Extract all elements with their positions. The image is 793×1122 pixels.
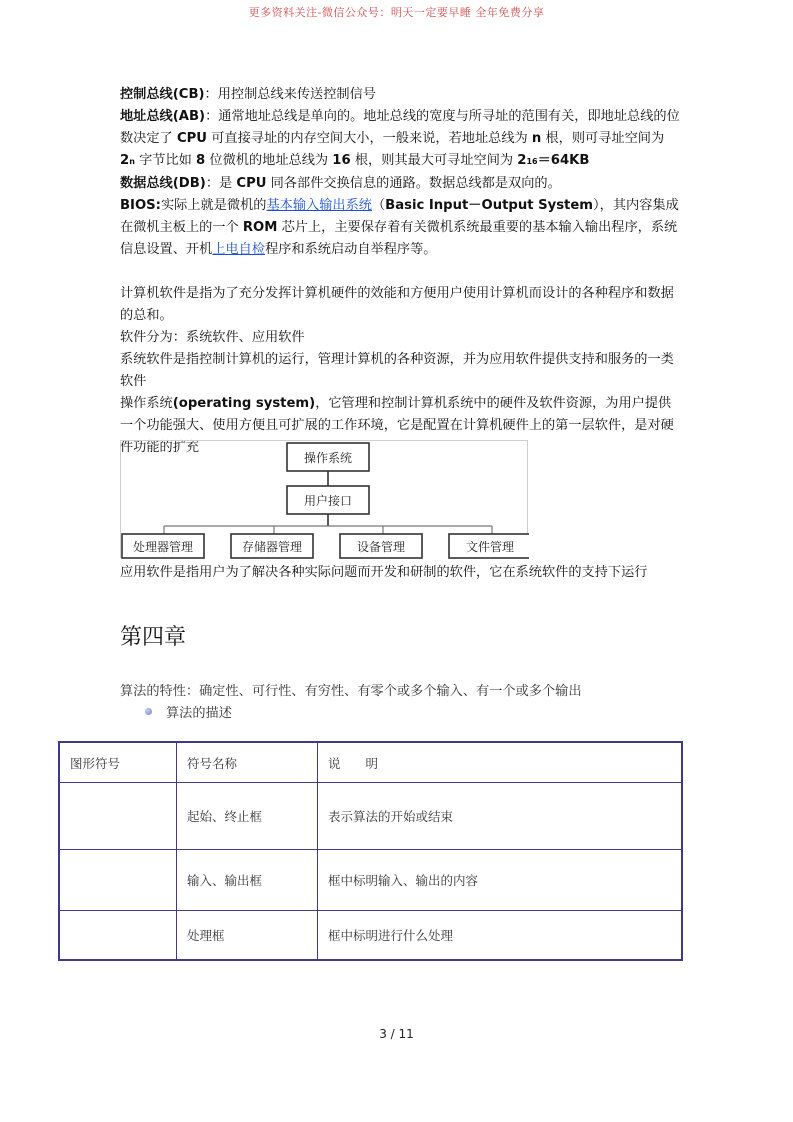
address-bus-text: 根，则其最大可寻址空间为 [350, 153, 518, 168]
bullet-icon [145, 708, 152, 715]
control-bus-paragraph [120, 84, 680, 106]
bios-english: Basic Input－Output System [385, 198, 594, 213]
bios-text: 实际上就是微机的 [160, 198, 267, 213]
bullet-label: 算法的描述 [166, 706, 232, 721]
paren: （ [371, 198, 386, 213]
bios-paragraph [120, 195, 680, 261]
power-exponent: 16 [526, 157, 538, 166]
control-bus-label: 控制总线(CB) [120, 87, 205, 102]
bios-text: 芯片上，主要保存着有关微机系统最重要的基本输入输出程序，系统信息设置、开机 [120, 220, 678, 257]
application-software-paragraph: 应用软件是指用户为了解决各种实际问题而开发和研制的软件，它在系统软件的支持下运行 [120, 565, 648, 580]
address-bus-text: 位微机的地址总线为 [205, 153, 333, 168]
table-row [59, 850, 682, 911]
diagram-label-child: 存储器管理 [241, 540, 303, 554]
capacity-value: ＝64KB [537, 153, 590, 168]
diagram-label-child: 设备管理 [356, 540, 406, 554]
system-software-definition: 系统软件是指控制计算机的运行，管理计算机的各种资源，并为应用软件提供支持和服务的一类软件 [120, 352, 674, 389]
description-cell: 框中标明进行什么处理 [318, 911, 683, 961]
bios-label: BIOS: [120, 198, 161, 213]
post-link[interactable]: 上电自检 [212, 242, 266, 257]
diagram-label-root: 操作系统 [303, 451, 353, 465]
power-base: 2 [120, 153, 130, 168]
algorithm-properties: 算法的特性：确定性、可行性、有穷性、有零个或多个输入、有一个或多个输出 [120, 684, 582, 699]
power-exponent: n [129, 157, 135, 166]
header-cell: 符号名称 [177, 742, 318, 783]
os-label: 操作系统 [120, 396, 173, 411]
software-categories: 软件分为：系统软件、应用软件 [120, 330, 305, 345]
number-term: 8 [196, 153, 206, 168]
chapter-title: 第四章 [120, 625, 187, 650]
power-base: 2 [517, 153, 527, 168]
address-bus-text: ：通常地址总线是单向的。地址总线的宽度与所寻址的范围有关，即地址总线的位数决定了 [120, 109, 680, 146]
cpu-term: CPU [176, 131, 208, 146]
os-english: (operating system) [172, 396, 316, 411]
page-number: 3 / 11 [379, 1027, 414, 1041]
os-structure-diagram [120, 440, 528, 558]
data-bus-paragraph [120, 173, 680, 195]
symbol-cell [59, 911, 177, 961]
address-bus-paragraph [120, 106, 680, 173]
bullet-item [145, 702, 232, 721]
cpu-term: CPU [236, 176, 267, 191]
number-term: 16 [332, 153, 351, 168]
bios-text: ），其内容集成在微机主板上的一个 [120, 198, 679, 235]
watermark-header: 更多资料关注-微信公众号：明天一定要早睡 全年免费分享 [248, 6, 545, 19]
flowchart-symbols-table [58, 741, 683, 961]
description-cell: 框中标明输入、输出的内容 [318, 850, 683, 911]
symbol-cell [59, 783, 177, 850]
address-bus-text: 可直接寻址的内存空间大小，一般来说，若地址总线为 [207, 131, 532, 146]
address-bus-label: 地址总线(AB) [120, 109, 206, 124]
name-cell: 输入、输出框 [177, 850, 318, 911]
address-bus-text: 字节比如 [134, 153, 197, 168]
header-cell: 图形符号 [59, 742, 177, 783]
address-bus-text: 根，则可寻址空间为 [541, 131, 665, 146]
bios-link[interactable]: 基本输入输出系统 [266, 198, 372, 213]
diagram-label-child: 处理器管理 [132, 540, 194, 554]
os-text: ，它管理和控制计算机系统中的硬件及软件资源，为用户提供一个功能强大、使用方便且可扩展的工作环境，它是配置在计算机硬件上的第一层软件，是对硬件功能的扩充 [120, 396, 674, 455]
bios-text: 程序和系统启动自举程序等。 [265, 242, 437, 257]
data-bus-text: ：是 [205, 176, 237, 191]
name-cell: 起始、终止框 [177, 783, 318, 850]
diagram-label-middle: 用户接口 [303, 494, 353, 508]
table-row [59, 783, 682, 850]
rom-term: ROM [242, 220, 278, 235]
software-definition: 计算机软件是指为了充分发挥计算机硬件的效能和方便用户使用计算机而设计的各种程序和数据的总和。 [120, 286, 674, 323]
data-bus-label: 数据总线(DB) [120, 176, 206, 191]
bus-section [120, 84, 680, 459]
header-cell: 说 明 [318, 742, 683, 783]
data-bus-text: 同各部件交换信息的通路。数据总线都是双向的。 [266, 176, 561, 191]
description-cell: 表示算法的开始或结束 [318, 783, 683, 850]
n-term: n [531, 131, 542, 146]
diagram-label-child: 文件管理 [465, 540, 515, 554]
name-cell: 处理框 [177, 911, 318, 961]
table-row [59, 911, 682, 961]
table-header-row [59, 742, 682, 783]
symbol-cell [59, 850, 177, 911]
diagram-canvas [121, 441, 529, 559]
control-bus-text: ：用控制总线来传送控制信号 [204, 87, 376, 102]
